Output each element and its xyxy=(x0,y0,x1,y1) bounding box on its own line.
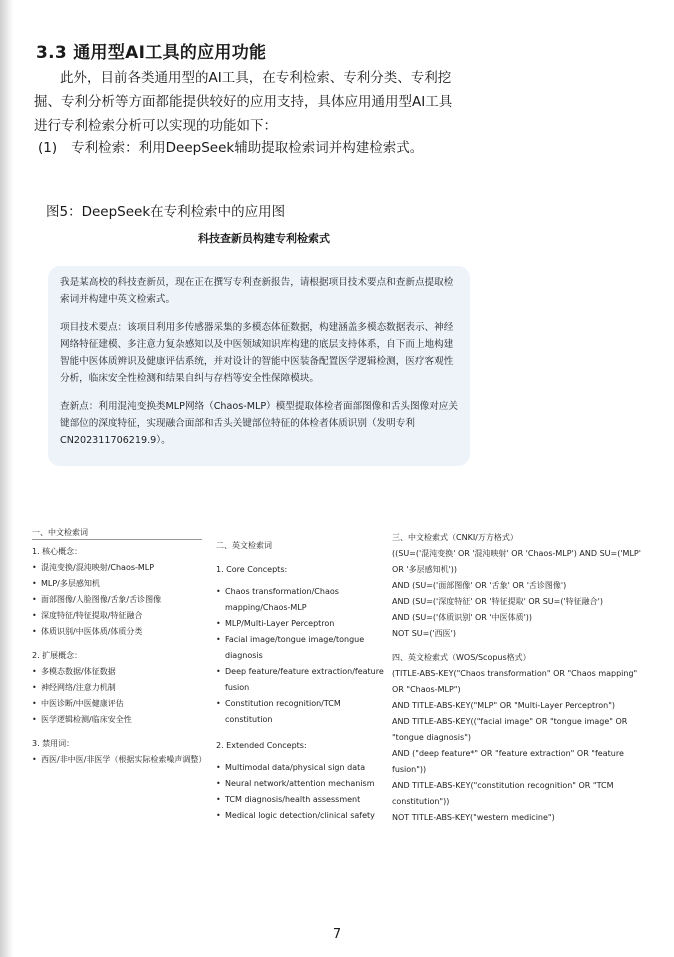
list-item: • Multimodal data/physical sign data xyxy=(216,760,386,776)
list-item: • 中医诊断/中医健康评估 xyxy=(32,696,217,712)
chinese-terms-column xyxy=(32,525,217,768)
page-number: 7 xyxy=(332,927,342,942)
query-column xyxy=(392,530,642,826)
query-line: ((SU=('混沌变换' OR '混沌映射' OR 'Chaos-MLP') AND SU=('MLP' OR '多层感知机')) xyxy=(392,549,641,574)
list-item: • 体质识别/中医体质/体质分类 xyxy=(32,624,217,640)
cn-query-title: 三、中文检索式（CNKI/万方格式） xyxy=(392,533,518,542)
english-terms-title: 二、英文检索词 xyxy=(216,541,272,550)
list-item: • 深度特征/特征提取/特征融合 xyxy=(32,608,217,624)
list-item: • 多模态数据/体征数据 xyxy=(32,664,217,680)
list-item: • 医学逻辑检测/临床安全性 xyxy=(32,712,217,728)
chinese-terms-title: 一、中文检索词 xyxy=(32,528,88,537)
list-item xyxy=(38,136,423,156)
figure-caption: 图5：DeepSeek在专利检索中的应用图 xyxy=(46,204,286,220)
prompt-paragraph: 项目技术要点：该项目利用多传感器采集的多模态体征数据，构建涵盖多模态数据表示、神经网络特征建模、多注意力复杂感知以及中医领域知识库构建的底层支持体系，自下而上地构建智能中医体质辨识及健康评估系统，并对设计的智能中医装备配置医学逻辑检测，医疗客观性分析，临床安全性检测和结果自纠与存档等安全性保障模块。 xyxy=(60,322,454,384)
banned-label: 3. 禁用词： xyxy=(32,739,75,748)
list-item: • Neural network/attention mechanism xyxy=(216,776,386,792)
core-label: 1. 核心概念： xyxy=(32,547,83,556)
list-item: • Medical logic detection/clinical safety xyxy=(216,808,386,824)
list-item: • TCM diagnosis/health assessment xyxy=(216,792,386,808)
list-item: • MLP/Multi-Layer Perceptron xyxy=(216,616,386,632)
list-item: • Facial image/tongue image/tongue diagnosis xyxy=(216,632,386,664)
core-label: 1. Core Concepts: xyxy=(216,565,288,574)
list-item: • Constitution recognition/TCM constitution xyxy=(216,696,386,728)
figure-title: 科技查新员构建专利检索式 xyxy=(198,232,330,245)
core-list xyxy=(216,584,386,728)
list-item: • Deep feature/feature extraction/feature fusion xyxy=(216,664,386,696)
query-line: AND TITLE-ABS-KEY(("facial image" OR "tongue image" OR "tongue diagnosis") xyxy=(392,717,628,742)
page-edge-shadow xyxy=(0,0,14,957)
extended-label: 2. Extended Concepts: xyxy=(216,741,307,750)
paragraph-line: 掘、专利分析等方面都能提供较好的应用支持，具体应用通用型AI工具 xyxy=(34,94,453,110)
paragraph-line: 进行专利检索分析可以实现的功能如下： xyxy=(34,118,277,134)
prompt-paragraph: 查新点：利用混沌变换类MLP网络（Chaos-MLP）模型提取体检者面部图像和舌头图像对应关键部位的深度特征，实现融合面部和舌头关键部位特征的体检者体质识别（发明专利CN202311706219.9）。 xyxy=(60,401,458,446)
query-line: AND (SU=('深度特征' OR '特征提取' OR SU=('特征融合') xyxy=(392,597,603,606)
query-line: NOT TITLE-ABS-KEY("western medicine") xyxy=(392,813,555,822)
query-line: AND (SU=('面部图像' OR '舌象' OR '舌诊图像') xyxy=(392,581,567,590)
query-line: AND (SU=('体质识别' OR '中医体质')) xyxy=(392,613,533,622)
query-line: NOT SU=('西医') xyxy=(392,629,456,638)
prompt-paragraph: 我是某高校的科技查新员，现在正在撰写专利查新报告，请根据项目技术要点和查新点提取检索词并构建中英文检索式。 xyxy=(60,277,454,305)
query-line: (TITLE-ABS-KEY("Chaos transformation" OR "Chaos mapping" OR "Chaos-MLP") xyxy=(392,669,638,694)
extended-list xyxy=(216,760,386,824)
core-list xyxy=(32,560,217,640)
query-line: AND ("deep feature*" OR "feature extraction" OR "feature fusion")) xyxy=(392,749,624,774)
list-item-number: (1) xyxy=(38,140,58,156)
banned-list xyxy=(32,752,217,768)
english-terms-column xyxy=(216,538,386,824)
extended-list xyxy=(32,664,217,728)
list-item: • 面部图像/人脸图像/舌象/舌诊图像 xyxy=(32,592,217,608)
en-query-title: 四、英文检索式（WOS/Scopus格式） xyxy=(392,653,531,662)
list-item-text: 专利检索：利用DeepSeek辅助提取检索词并构建检索式。 xyxy=(71,140,424,156)
intro-paragraph xyxy=(34,66,504,138)
extended-label: 2. 扩展概念： xyxy=(32,651,83,660)
list-item: • MLP/多层感知机 xyxy=(32,576,217,592)
list-item: • 西医/非中医/非医学（根据实际检索噪声调整） xyxy=(32,752,217,768)
section-heading: 3.3 通用型AI工具的应用功能 xyxy=(36,43,267,63)
figure-screenshot xyxy=(34,224,494,468)
prompt-bubble xyxy=(48,266,470,466)
paragraph-line: 此外，目前各类通用型的AI工具，在专利检索、专利分类、专利挖 xyxy=(60,70,452,86)
query-line: AND TITLE-ABS-KEY("constitution recognition" OR "TCM constitution")) xyxy=(392,781,614,806)
query-line: AND TITLE-ABS-KEY("MLP" OR "Multi-Layer Perceptron") xyxy=(392,701,616,710)
list-item: • Chaos transformation/Chaos mapping/Chaos-MLP xyxy=(216,584,386,616)
list-item: • 混沌变换/混沌映射/Chaos-MLP xyxy=(32,560,217,576)
list-item: • 神经网络/注意力机制 xyxy=(32,680,217,696)
